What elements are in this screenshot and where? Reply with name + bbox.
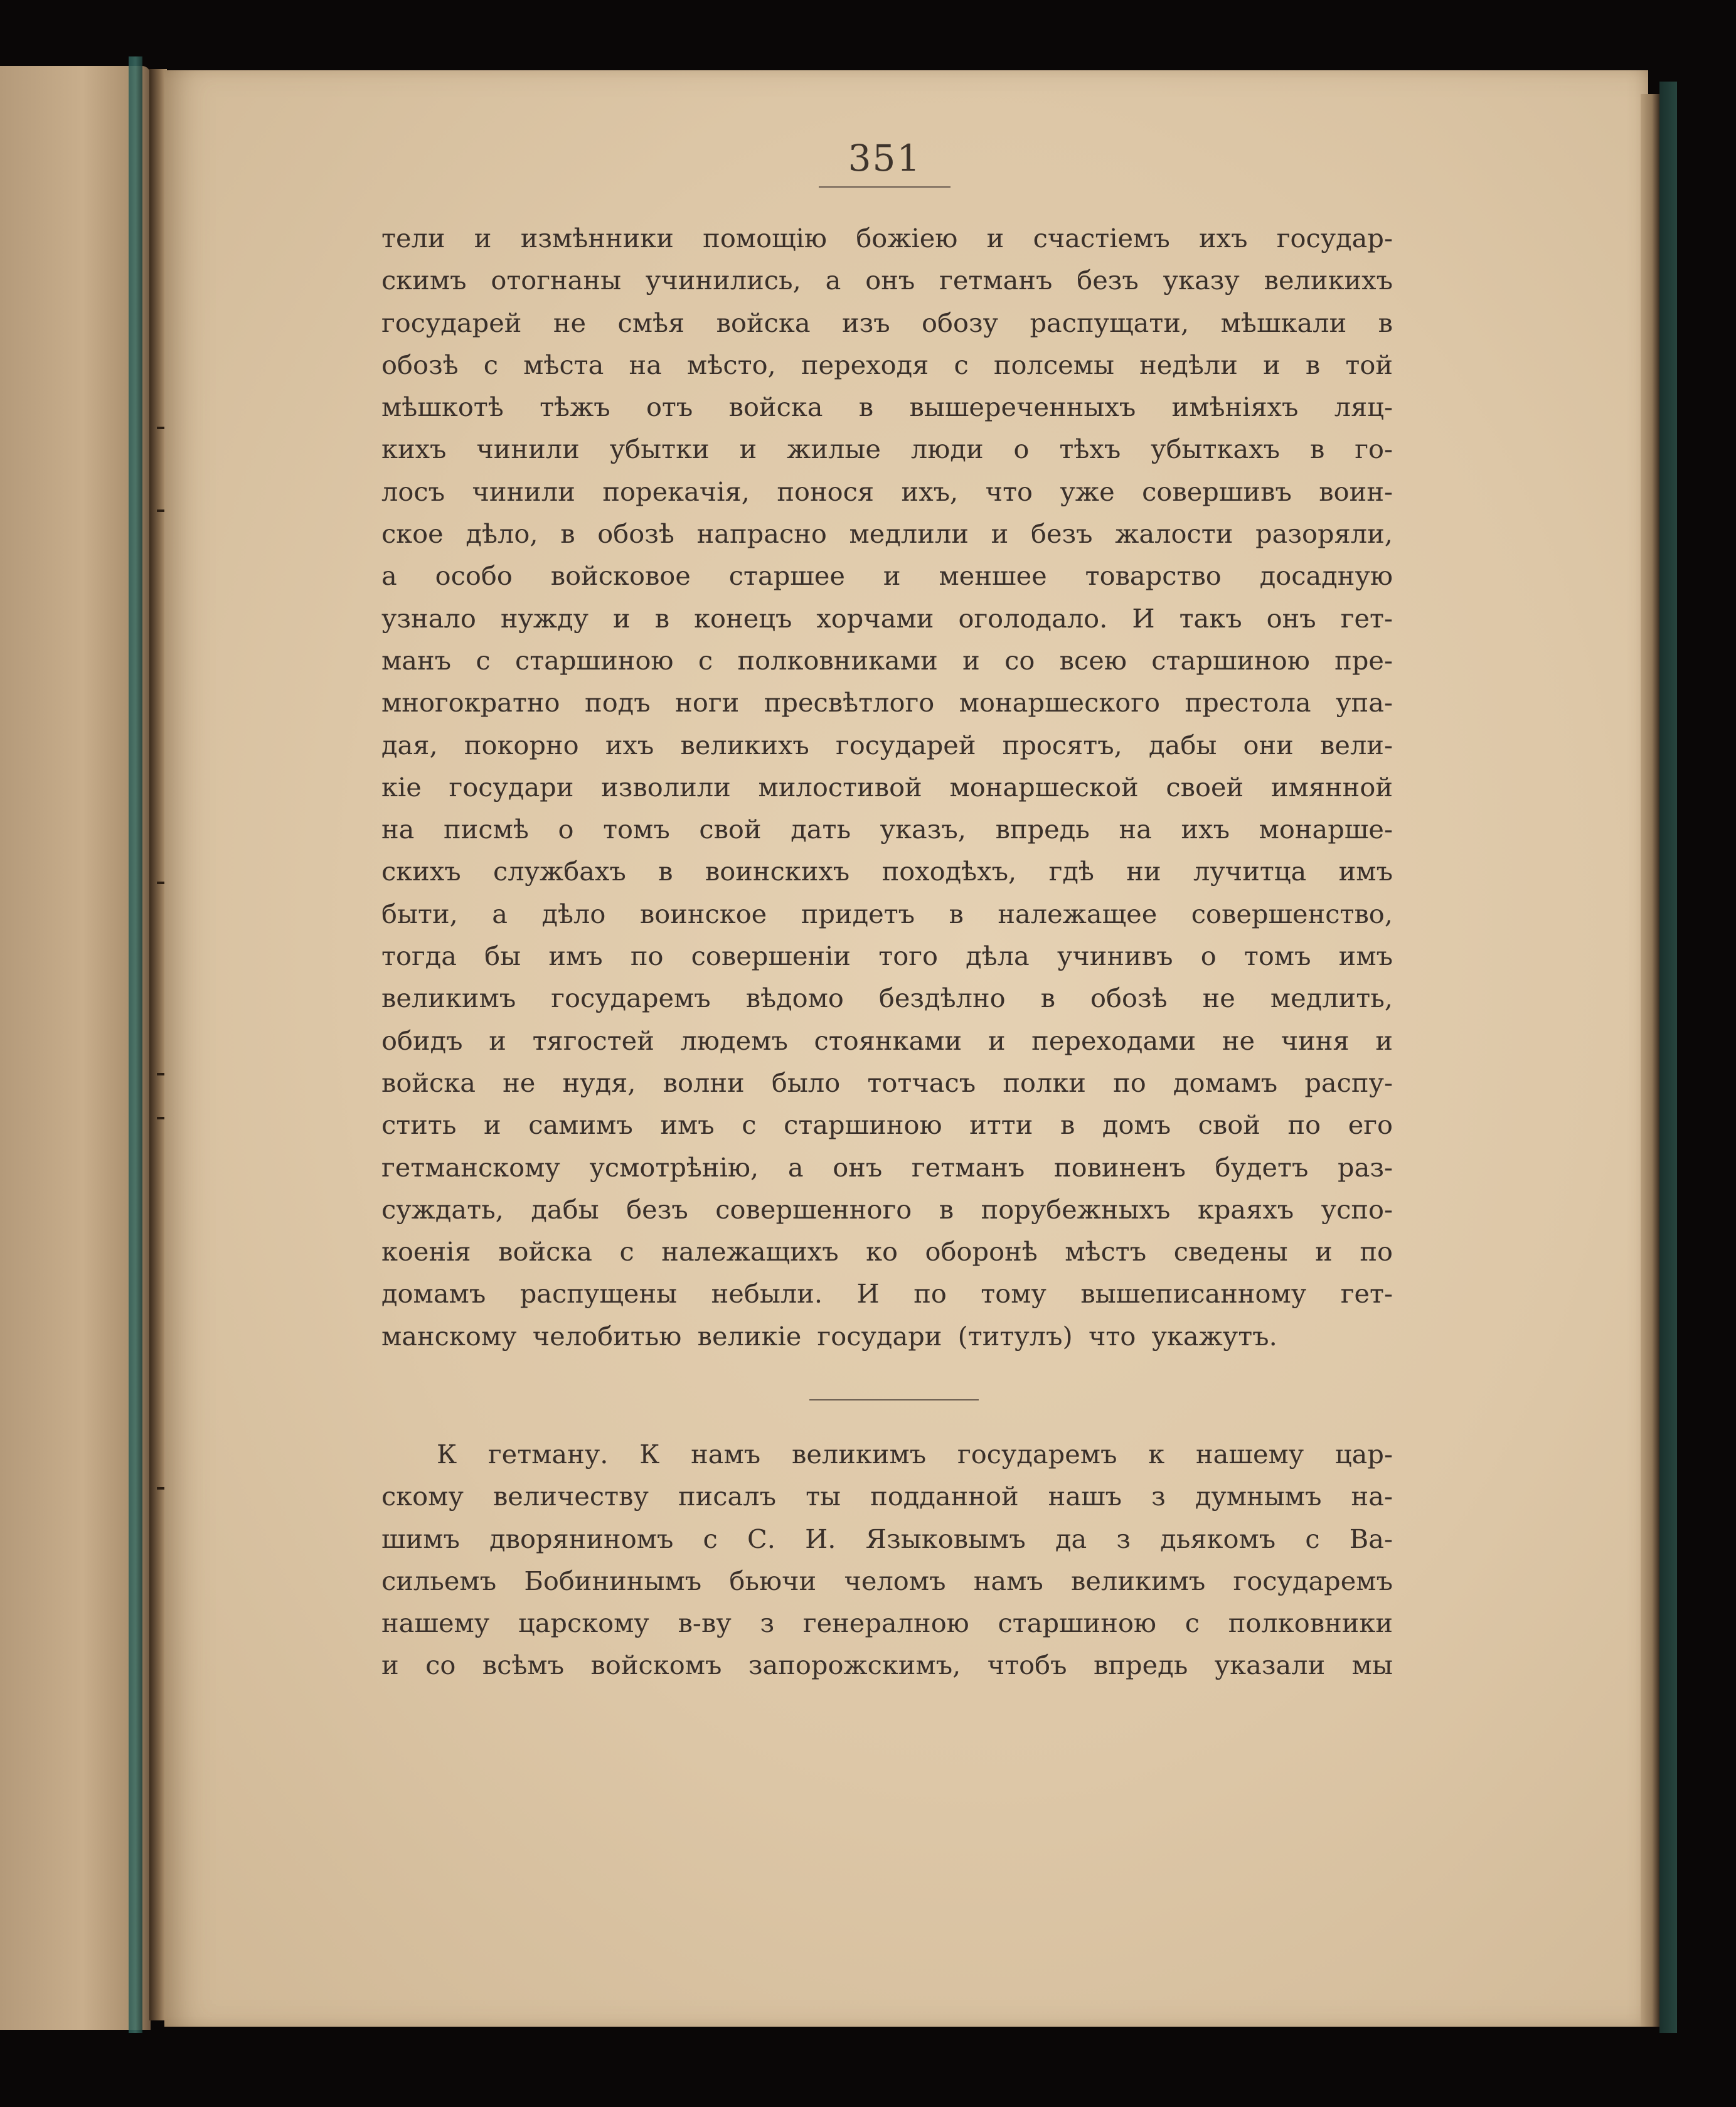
text-line: скому величеству писалъ ты подданной нашъ з думнымъ на- — [381, 1481, 1393, 1512]
page-edges — [1641, 94, 1659, 2027]
text-line: тогда бы имъ по совершеніи того дѣла учинивъ о томъ имъ — [381, 941, 1393, 972]
text-line: лосъ чинили порекачія, понося ихъ, что уже совершивъ воин- — [381, 476, 1393, 507]
text-line: быти, а дѣло воинское придетъ в належащее совершенство, — [381, 898, 1393, 929]
text-line: а особо войсковое старшее и меншее товарство досадную — [381, 560, 1393, 592]
text-line: домамъ распущены небыли. И по тому вышеписанному гет- — [381, 1278, 1393, 1310]
text-line: коенія войска с належащихъ ко оборонѣ мѣстъ сведены и по — [381, 1236, 1393, 1267]
text-line: скихъ службахъ в воинскихъ походѣхъ, гдѣ ни лучитца имъ — [381, 856, 1393, 887]
page-number: 351 — [848, 137, 922, 179]
text-line: на писмѣ о томъ свой дать указъ, впредь на ихъ монарше- — [381, 814, 1393, 845]
text-line: и со всѣмъ войскомъ запорожскимъ, чтобъ впредь указали мы — [381, 1650, 1393, 1681]
text-line: обозѣ с мѣста на мѣсто, переходя с полсемы недѣли и в той — [381, 349, 1393, 380]
left-page-edge — [0, 66, 151, 2030]
text-line: манъ с старшиною с полковниками и со всею старшиною пре- — [381, 644, 1393, 676]
text-line: К гетману. К намъ великимъ государемъ к нашему цар- — [437, 1439, 1393, 1470]
text-line: ское дѣло, в обозѣ напрасно медлили и безъ жалости разоряли, — [381, 518, 1393, 550]
text-line: кіе государи изволили милостивой монаршеской своей имянной — [381, 771, 1393, 803]
text-line: обидъ и тягостей людемъ стоянками и переходами не чиня и — [381, 1025, 1393, 1056]
text-line: тели и измѣнники помощію божіею и счастіемъ ихъ государ- — [381, 223, 1393, 253]
text-line: государей не смѣя войска изъ обозу распущати, мѣшкали в — [381, 307, 1393, 338]
text-line: войска не нудя, волни было тотчасъ полки по домамъ распу- — [381, 1067, 1393, 1098]
text-line: скимъ отогнаны учинились, а онъ гетманъ безъ указу великихъ — [381, 265, 1393, 296]
right-cover-edge — [1659, 82, 1677, 2033]
text-line: узнало нужду и в конецъ хорчами оголодало. И такъ онъ гет- — [381, 602, 1393, 634]
text-line: манскому челобитью великіе государи (титулъ) что укажутъ. — [381, 1320, 1277, 1352]
text-line: суждать, дабы безъ совершенного в порубежныхъ краяхъ успо- — [381, 1193, 1393, 1225]
text-line: кихъ чинили убытки и жилые люди о тѣхъ убыткахъ в го- — [381, 434, 1393, 465]
text-line: дая, покорно ихъ великихъ государей просятъ, дабы они вели- — [381, 729, 1393, 760]
text-line: гетманскому усмотрѣнію, а онъ гетманъ повиненъ будетъ раз- — [381, 1151, 1393, 1183]
main-paragraph — [381, 217, 1393, 1357]
text-line: многократно подъ ноги пресвѣтлого монаршеского престола упа- — [381, 687, 1393, 718]
section-divider — [809, 1399, 979, 1400]
left-cover-edge — [129, 56, 142, 2033]
text-line: сильемъ Бобининымъ бьючи челомъ намъ великимъ государемъ — [381, 1565, 1393, 1596]
text-line: нашему царскому в-ву з генералною старшиною с полковники — [381, 1608, 1393, 1639]
text-line: стить и самимъ имъ с старшиною итти в домъ свой по его — [381, 1109, 1393, 1141]
text-line: великимъ государемъ вѣдомо бездѣлно в обозѣ не медлить, — [381, 983, 1393, 1014]
second-paragraph — [381, 1433, 1393, 1687]
header-rule — [819, 186, 951, 188]
text-line: мѣшкотѣ тѣжъ отъ войска в вышереченныхъ имѣніяхъ ляц- — [381, 392, 1393, 423]
text-line: шимъ дворяниномъ с С. И. Языковымъ да з дьякомъ с Ва- — [381, 1523, 1393, 1554]
